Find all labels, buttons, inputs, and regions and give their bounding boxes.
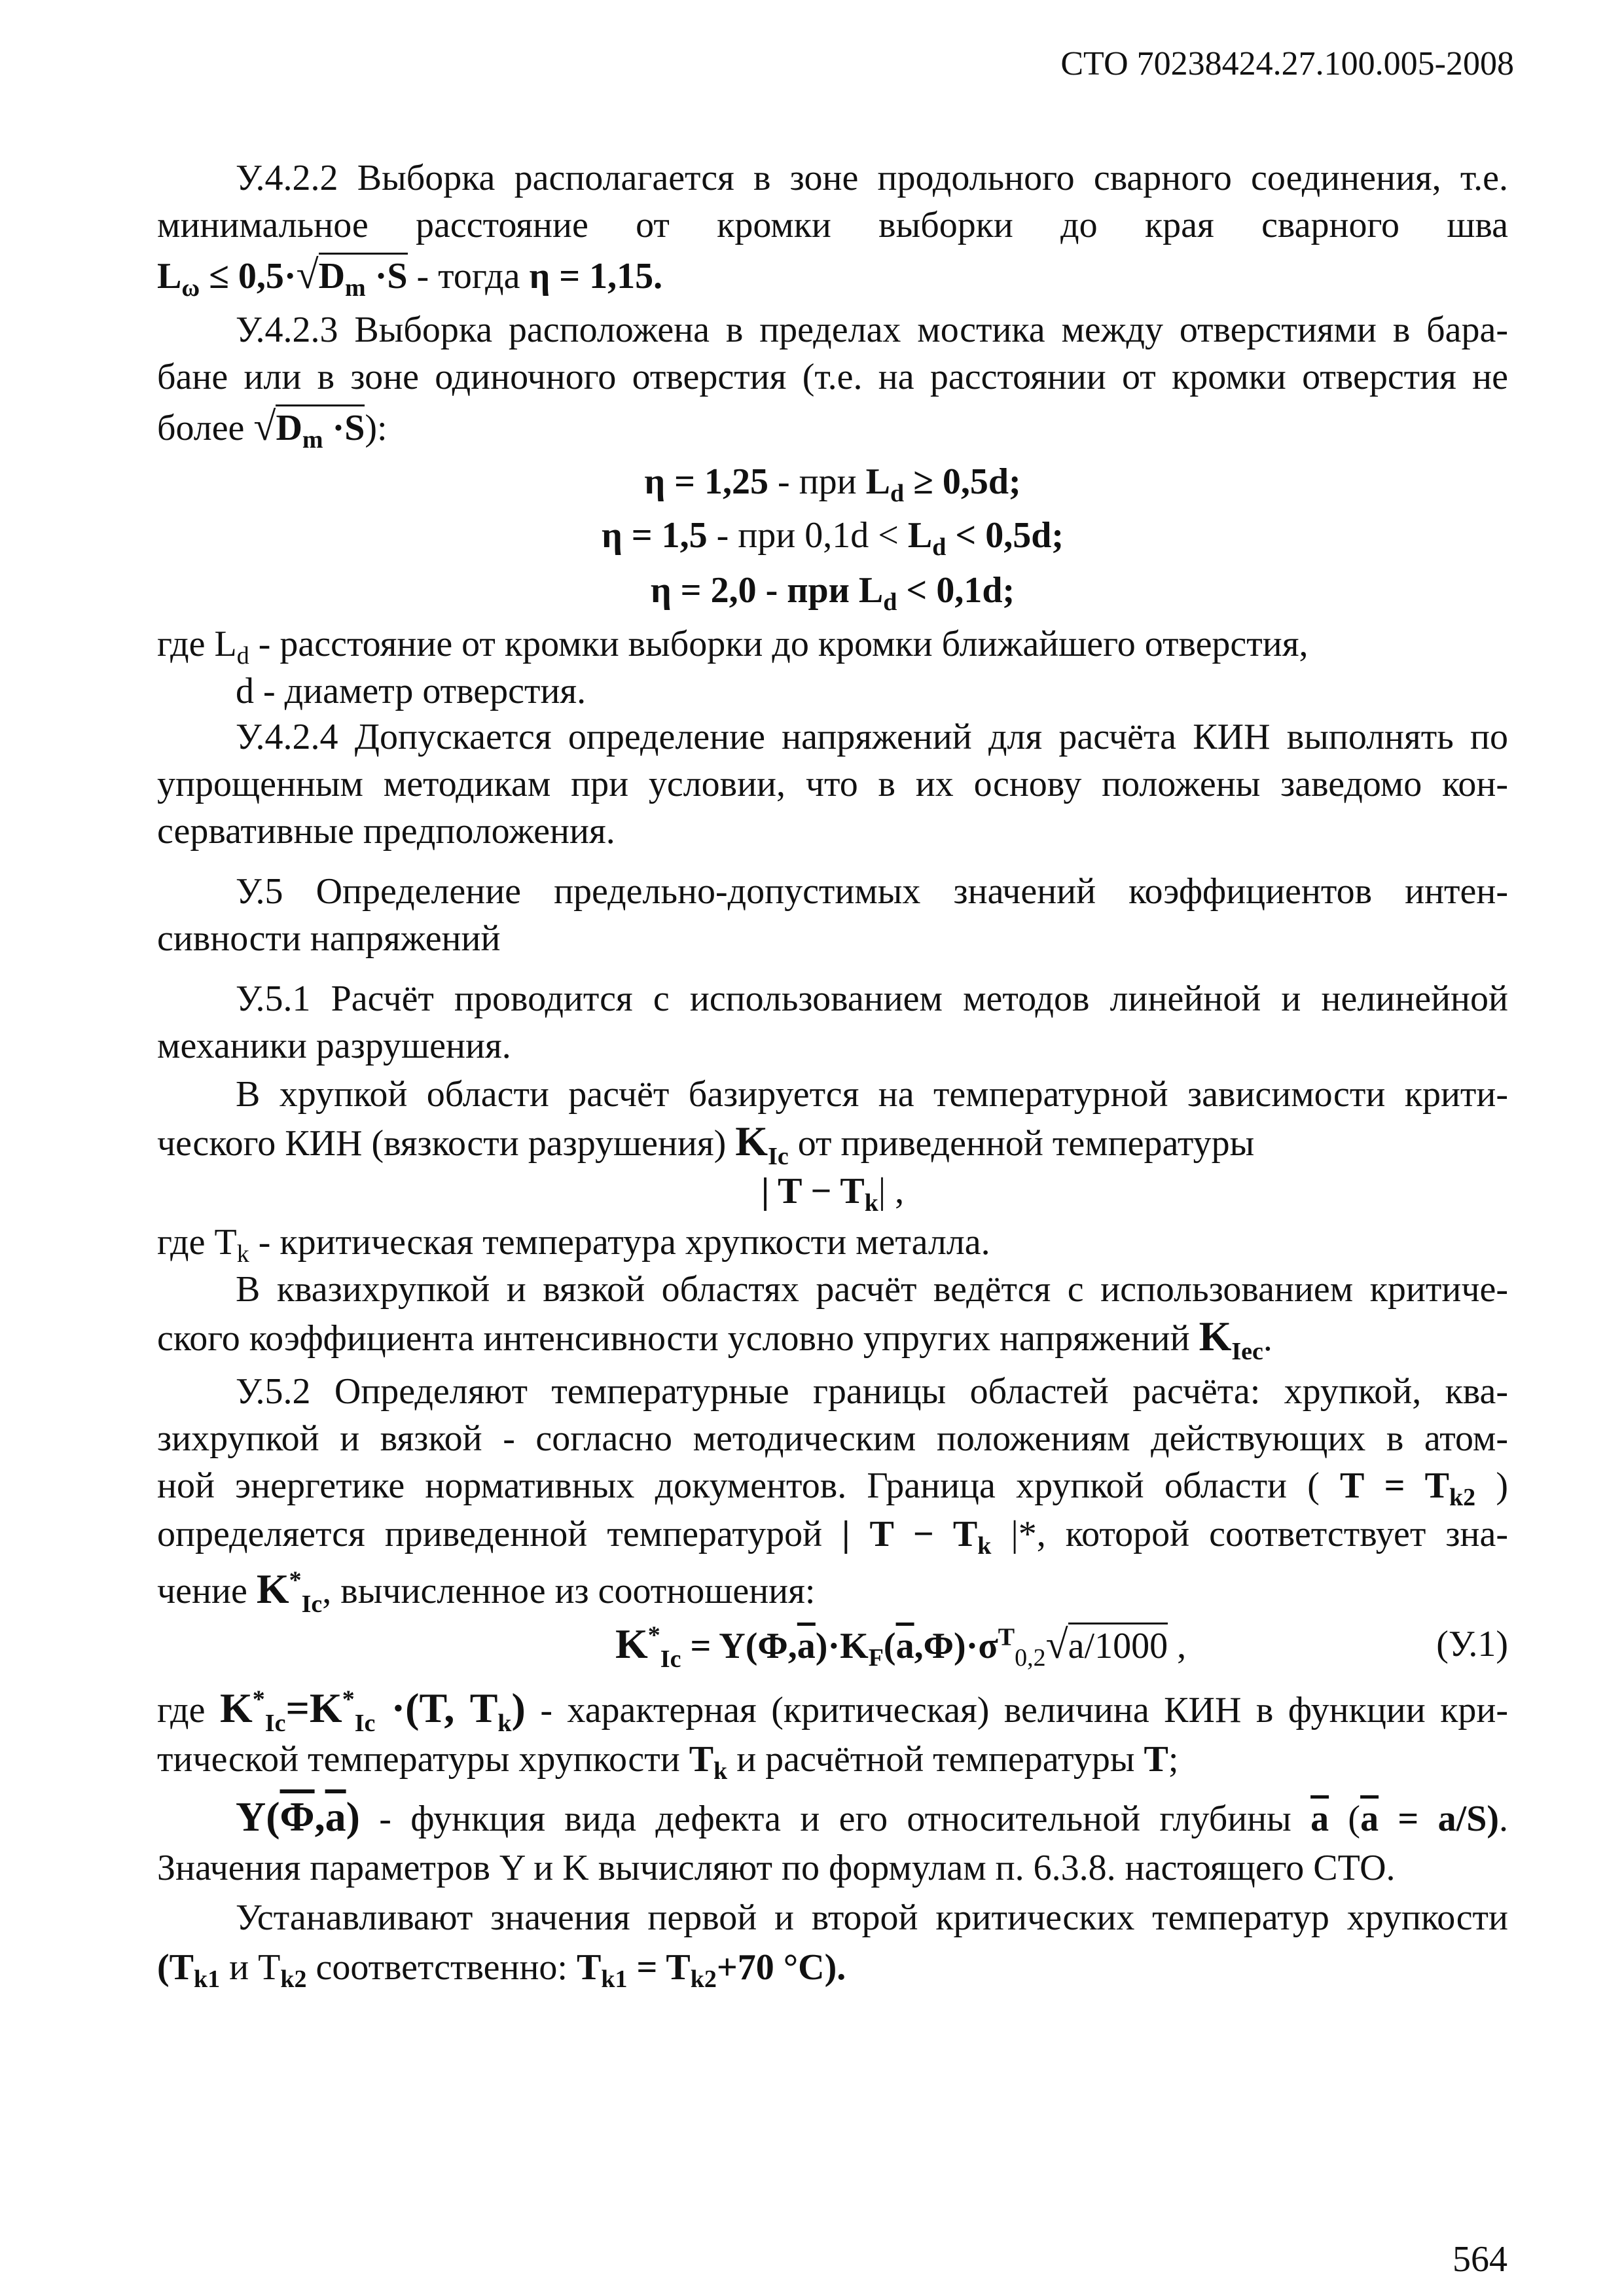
paragraph-line: чение $K^*_{Ic}$, вычисленное из соотношения:	[157, 1566, 816, 1618]
eta-rule-2: η = 1,5 - при $0,1d < L_d < 0,5d$;	[601, 515, 1064, 562]
k-ic-star-symbol: $K^*_{Ic}$	[256, 1566, 323, 1618]
paragraph-line: минимальное расстояние от кромки выборки до края сварного шва	[157, 205, 1508, 245]
definition-kic: где $K^*_{Ic}=K^*_{Ic} \cdot(T$, $T_k$) - характерная (критическая) величина КИН в функции кри-	[157, 1685, 1509, 1737]
definition-y-function: $Y(\overline{\Phi},\overline{a})$ - функция вида дефекта и его относительной глубины $\overline{a}$ $(\overline{a} = a/S)$.	[236, 1793, 1509, 1840]
k-ic-symbol: $K_{Ic}$	[735, 1118, 789, 1170]
formula-eta: η = 1,15.	[529, 256, 663, 296]
sqrt-symbol: √	[253, 404, 276, 449]
inline-formula-line	[157, 251, 1508, 300]
equation-number: (У.1)	[1436, 1624, 1508, 1664]
paragraph-line: зихрупкой и вязкой - согласно методическим положениям действующих в атом-	[157, 1418, 1508, 1459]
paragraph-line: механики разрушения.	[157, 1026, 511, 1066]
abs-temperature-expression: | $T - T_k|$ ,	[761, 1171, 905, 1217]
k-iec-symbol: $K_{Iec}$	[1199, 1313, 1263, 1365]
eta-rule-1: η = 1,25 - при $L_d \ge 0,5d$;	[644, 461, 1021, 508]
paragraph-line: упрощенным методикам при условии, что в их основу положены заведомо кон-	[157, 764, 1508, 804]
paragraph-line: бане или в зоне одиночного отверстия (т.е. на расстоянии от кромки отверстия не	[157, 357, 1508, 397]
definition-kic-cont: тической температуры хрупкости $T_k$ и расчётной температуры T;	[157, 1739, 1179, 1785]
formula-text: - тогда	[407, 256, 530, 296]
eta-rule-3: η = 2,0 - при $L_d < 0,1d$;	[650, 570, 1015, 617]
formula-u1: $K^*_{Ic} = Y(\Phi,\overline{a})\cdot K_F(\overline{a},\Phi)\cdot\sigma^T_{0,2}√a/1000$ ,	[615, 1621, 1187, 1673]
paragraph-line: ческого КИН (вязкости разрушения) $K_{Ic}$ от приведенной температуры	[157, 1118, 1255, 1170]
paragraph-line: более $√D_m \cdot S$):	[157, 404, 388, 454]
definition-tk: где $T_k$ - критическая температура хрупкости металла.	[157, 1222, 990, 1268]
document-code-header: СТО 70238424.27.100.005-2008	[1060, 45, 1514, 82]
section-heading-line: У.5 Определение предельно-допустимых значений коэффициентов интен-	[236, 871, 1508, 912]
paragraph-line: У.4.2.3 Выборка расположена в пределах мостика между отверстиями в бара-	[236, 310, 1508, 350]
paragraph-line: сервативные предположения.	[157, 811, 615, 852]
paragraph-line: У.4.2.4 Допускается определение напряжений для расчёта КИН выполнять по	[236, 717, 1508, 757]
paragraph-line: Устанавливают значения первой и второй критических температур хрупкости	[236, 1897, 1508, 1938]
paragraph-line: определяется приведенной температурой | $T - T_k$ |*, которой соответствует зна-	[157, 1514, 1508, 1560]
paragraph-line: У.5.2 Определяют температурные границы областей расчёта: хрупкой, ква-	[236, 1371, 1508, 1412]
paragraph-line: У.4.2.2 Выборка располагается в зоне продольного сварного соединения, т.е.	[236, 158, 1508, 198]
formula-l-omega: $L_\omega \le 0,5\cdot√D_m \cdot S$	[157, 253, 408, 302]
paragraph-line: В хрупкой области расчёт базируется на температурной зависимости крити-	[236, 1074, 1508, 1115]
paragraph-line: ского коэффициента интенсивности условно упругих напряжений $K_{Iec}$.	[157, 1313, 1272, 1365]
temperature-relation-line: ($T_{k1}$ и $T_{k2}$ соответственно: $T_{k1} = T_{k2}+70$ °C).	[157, 1947, 846, 1994]
definition-ld: где $L_d$ - расстояние от кромки выборки до кромки ближайшего отверстия,	[157, 624, 1308, 670]
section-heading-line: сивности напряжений	[157, 918, 501, 959]
paragraph-line: У.5.1 Расчёт проводится с использованием методов линейной и нелинейной	[236, 978, 1508, 1019]
radicand: $D_m \cdot S$	[276, 404, 365, 448]
paragraph-line: В квазихрупкой и вязкой областях расчёт ведётся с использованием критиче-	[236, 1269, 1508, 1310]
definition-d: d - диаметр отверстия.	[236, 671, 586, 711]
paragraph-line: ной энергетике нормативных документов. Граница хрупкой области ( $T = T_{k2}$ )	[157, 1465, 1508, 1512]
page-number: 564	[1453, 2239, 1507, 2280]
paragraph-line: Значения параметров Y и K вычисляют по формулам п. 6.3.8. настоящего СТО.	[157, 1848, 1396, 1888]
